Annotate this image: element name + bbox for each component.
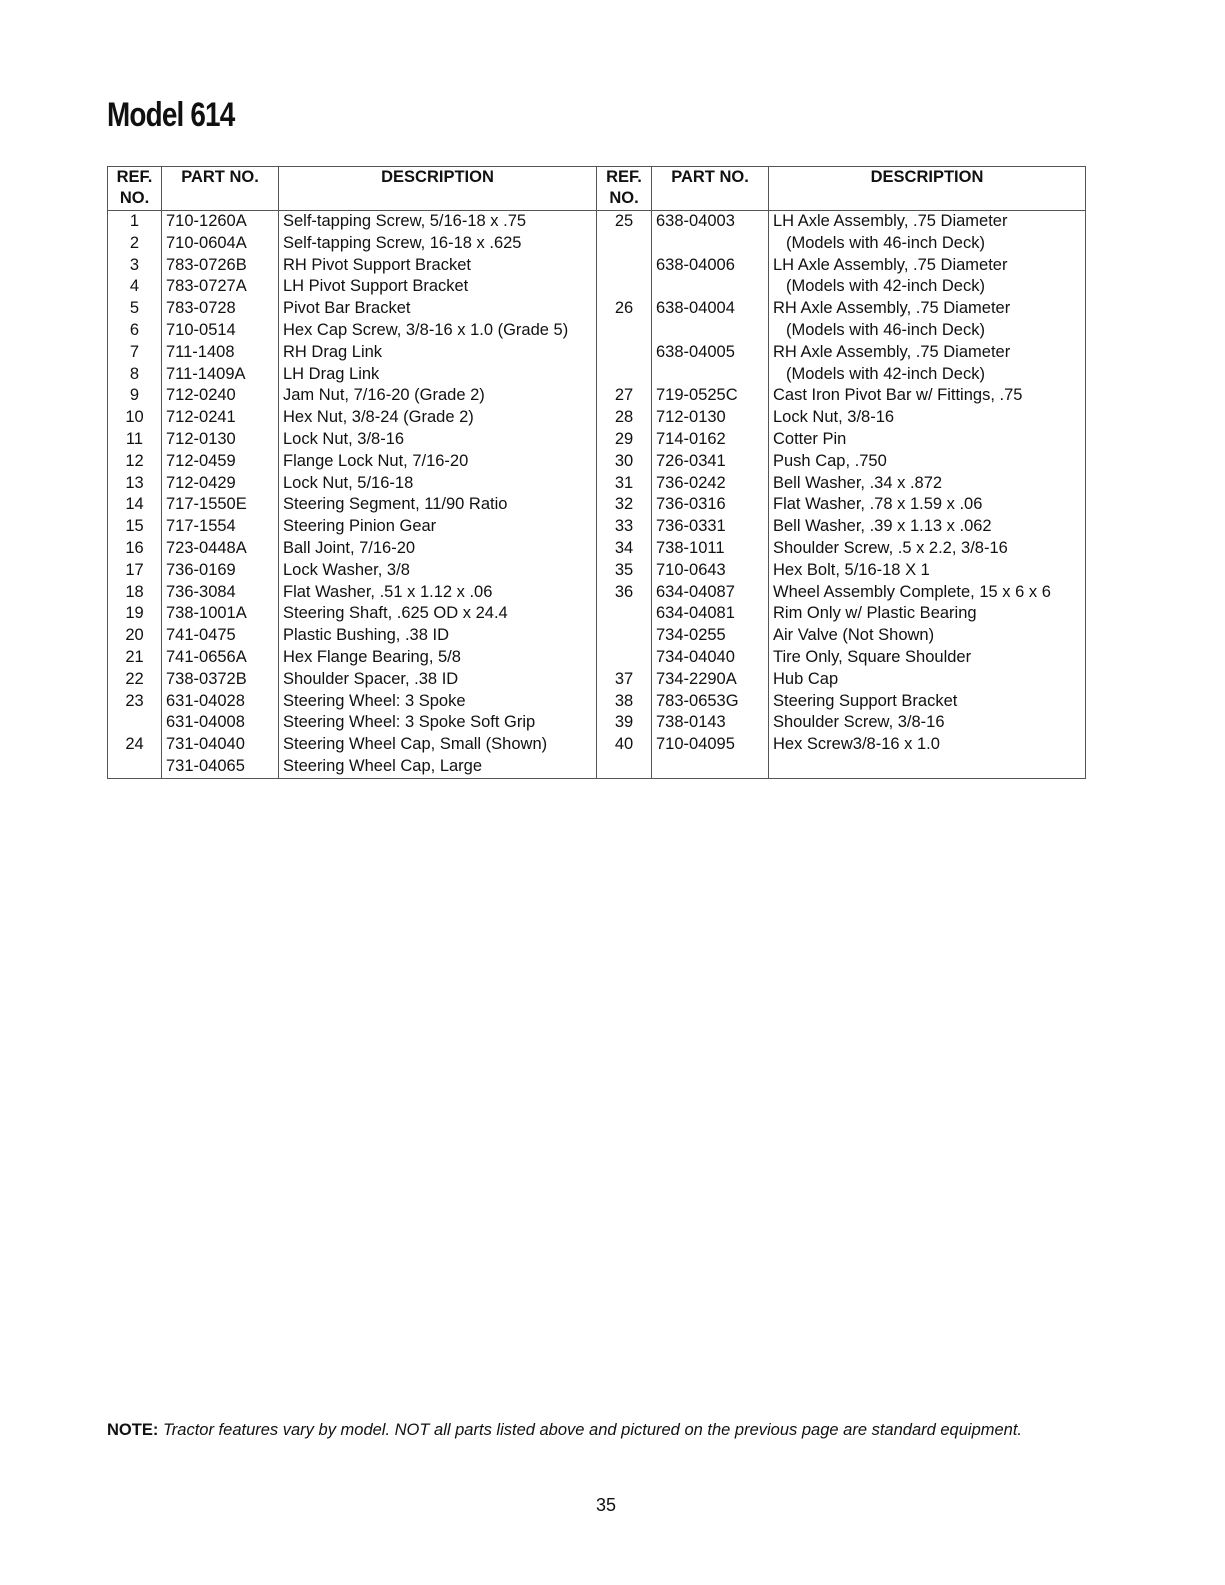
- description-cell: Lock Washer, 3/8: [279, 560, 597, 582]
- description-cell: Tire Only, Square Shoulder: [769, 647, 1086, 669]
- ref-no-cell: [108, 712, 162, 734]
- description-cell: Steering Pinion Gear: [279, 516, 597, 538]
- part-no-cell: 734-2290A: [652, 669, 769, 691]
- table-row: [108, 603, 1086, 625]
- part-no-cell: 783-0653G: [652, 691, 769, 713]
- description-cell: Bell Washer, .39 x 1.13 x .062: [769, 516, 1086, 538]
- ref-no-cell: 5: [108, 298, 162, 320]
- table-row: [108, 342, 1086, 364]
- table-row: [108, 734, 1086, 756]
- description-cell: RH Axle Assembly, .75 Diameter: [769, 298, 1086, 320]
- header-description: DESCRIPTION: [279, 167, 597, 211]
- ref-no-cell: 13: [108, 473, 162, 495]
- ref-no-cell: 8: [108, 364, 162, 386]
- part-no-cell: [652, 233, 769, 255]
- description-cell: Steering Segment, 11/90 Ratio: [279, 494, 597, 516]
- description-cell: Push Cap, .750: [769, 451, 1086, 473]
- ref-no-cell: 26: [597, 298, 652, 320]
- table-row: [108, 298, 1086, 320]
- ref-no-cell: 4: [108, 276, 162, 298]
- table-row: [108, 385, 1086, 407]
- part-no-cell: 783-0727A: [162, 276, 279, 298]
- description-cell: Rim Only w/ Plastic Bearing: [769, 603, 1086, 625]
- description-cell: Steering Shaft, .625 OD x 24.4: [279, 603, 597, 625]
- part-no-cell: 731-04040: [162, 734, 279, 756]
- description-cell: (Models with 46-inch Deck): [769, 320, 1086, 342]
- ref-no-cell: 19: [108, 603, 162, 625]
- part-no-cell: 736-0331: [652, 516, 769, 538]
- description-cell: Wheel Assembly Complete, 15 x 6 x 6: [769, 582, 1086, 604]
- description-cell: Shoulder Spacer, .38 ID: [279, 669, 597, 691]
- ref-no-cell: 7: [108, 342, 162, 364]
- part-no-cell: 738-1011: [652, 538, 769, 560]
- table-row: [108, 494, 1086, 516]
- part-no-cell: 638-04006: [652, 255, 769, 277]
- ref-no-cell: 33: [597, 516, 652, 538]
- table-row: [108, 516, 1086, 538]
- table-row: [108, 712, 1086, 734]
- ref-no-cell: 1: [108, 211, 162, 233]
- ref-no-cell: [597, 364, 652, 386]
- description-cell: Hex Screw3/8-16 x 1.0: [769, 734, 1086, 756]
- part-no-cell: 738-1001A: [162, 603, 279, 625]
- ref-no-cell: 28: [597, 407, 652, 429]
- part-no-cell: 712-0240: [162, 385, 279, 407]
- description-cell: (Models with 46-inch Deck): [769, 233, 1086, 255]
- description-cell: LH Axle Assembly, .75 Diameter: [769, 211, 1086, 233]
- header-part-no: PART NO.: [652, 167, 769, 211]
- description-cell: Cast Iron Pivot Bar w/ Fittings, .75: [769, 385, 1086, 407]
- table-row: [108, 320, 1086, 342]
- ref-no-cell: 23: [108, 691, 162, 713]
- table-row: [108, 691, 1086, 713]
- table-row: [108, 647, 1086, 669]
- description-cell: Lock Nut, 5/16-18: [279, 473, 597, 495]
- table-row: [108, 538, 1086, 560]
- table-row: [108, 407, 1086, 429]
- ref-no-cell: 14: [108, 494, 162, 516]
- description-cell: Hex Cap Screw, 3/8-16 x 1.0 (Grade 5): [279, 320, 597, 342]
- description-cell: Steering Wheel Cap, Large: [279, 756, 597, 778]
- description-cell: Shoulder Screw, .5 x 2.2, 3/8-16: [769, 538, 1086, 560]
- part-no-cell: 738-0143: [652, 712, 769, 734]
- table-row: [108, 756, 1086, 778]
- description-cell: Lock Nut, 3/8-16: [769, 407, 1086, 429]
- ref-no-cell: [597, 320, 652, 342]
- description-cell: Air Valve (Not Shown): [769, 625, 1086, 647]
- part-no-cell: 712-0130: [162, 429, 279, 451]
- part-no-cell: 631-04008: [162, 712, 279, 734]
- part-no-cell: 711-1408: [162, 342, 279, 364]
- part-no-cell: 736-0316: [652, 494, 769, 516]
- description-cell: Jam Nut, 7/16-20 (Grade 2): [279, 385, 597, 407]
- ref-no-cell: 36: [597, 582, 652, 604]
- table-header-row: [108, 167, 1086, 211]
- part-no-cell: 712-0130: [652, 407, 769, 429]
- page-title: Model 614: [107, 96, 235, 134]
- table-row: [108, 669, 1086, 691]
- ref-no-cell: [597, 342, 652, 364]
- ref-no-cell: 27: [597, 385, 652, 407]
- part-no-cell: [652, 320, 769, 342]
- part-no-cell: 712-0459: [162, 451, 279, 473]
- ref-no-cell: [597, 625, 652, 647]
- part-no-cell: 717-1550E: [162, 494, 279, 516]
- description-cell: Steering Wheel Cap, Small (Shown): [279, 734, 597, 756]
- table-row: [108, 364, 1086, 386]
- description-cell: Hex Bolt, 5/16-18 X 1: [769, 560, 1086, 582]
- part-no-cell: 634-04087: [652, 582, 769, 604]
- part-no-cell: 783-0728: [162, 298, 279, 320]
- description-cell: Self-tapping Screw, 16-18 x .625: [279, 233, 597, 255]
- parts-table-body: [108, 211, 1086, 779]
- ref-no-cell: 2: [108, 233, 162, 255]
- ref-no-cell: 35: [597, 560, 652, 582]
- part-no-cell: 738-0372B: [162, 669, 279, 691]
- description-cell: Bell Washer, .34 x .872: [769, 473, 1086, 495]
- description-cell: [769, 756, 1086, 778]
- part-no-cell: 734-04040: [652, 647, 769, 669]
- description-cell: (Models with 42-inch Deck): [769, 364, 1086, 386]
- ref-no-cell: 15: [108, 516, 162, 538]
- part-no-cell: [652, 756, 769, 778]
- ref-no-cell: 16: [108, 538, 162, 560]
- description-cell: Hub Cap: [769, 669, 1086, 691]
- footnote: [107, 1421, 1022, 1440]
- ref-no-cell: 6: [108, 320, 162, 342]
- description-cell: Flange Lock Nut, 7/16-20: [279, 451, 597, 473]
- ref-no-cell: 25: [597, 211, 652, 233]
- part-no-cell: 638-04003: [652, 211, 769, 233]
- ref-no-cell: 30: [597, 451, 652, 473]
- table-row: [108, 560, 1086, 582]
- table-row: [108, 625, 1086, 647]
- description-cell: Plastic Bushing, .38 ID: [279, 625, 597, 647]
- ref-no-cell: 34: [597, 538, 652, 560]
- part-no-cell: 712-0429: [162, 473, 279, 495]
- table-row: [108, 276, 1086, 298]
- description-cell: Hex Nut, 3/8-24 (Grade 2): [279, 407, 597, 429]
- ref-no-cell: 20: [108, 625, 162, 647]
- part-no-cell: 711-1409A: [162, 364, 279, 386]
- part-no-cell: 736-0169: [162, 560, 279, 582]
- ref-no-cell: 37: [597, 669, 652, 691]
- description-cell: RH Axle Assembly, .75 Diameter: [769, 342, 1086, 364]
- ref-no-cell: 31: [597, 473, 652, 495]
- description-cell: Flat Washer, .78 x 1.59 x .06: [769, 494, 1086, 516]
- ref-no-cell: [597, 233, 652, 255]
- header-ref-no: REF. NO.: [108, 167, 162, 211]
- ref-no-cell: [597, 255, 652, 277]
- part-no-cell: 736-0242: [652, 473, 769, 495]
- ref-no-cell: 22: [108, 669, 162, 691]
- part-no-cell: 734-0255: [652, 625, 769, 647]
- part-no-cell: 731-04065: [162, 756, 279, 778]
- header-description: DESCRIPTION: [769, 167, 1086, 211]
- ref-no-cell: 12: [108, 451, 162, 473]
- part-no-cell: 736-3084: [162, 582, 279, 604]
- ref-no-cell: 21: [108, 647, 162, 669]
- description-cell: Steering Support Bracket: [769, 691, 1086, 713]
- description-cell: (Models with 42-inch Deck): [769, 276, 1086, 298]
- ref-no-cell: [597, 647, 652, 669]
- description-cell: LH Drag Link: [279, 364, 597, 386]
- part-no-cell: 638-04004: [652, 298, 769, 320]
- ref-no-cell: 9: [108, 385, 162, 407]
- part-no-cell: 710-04095: [652, 734, 769, 756]
- description-cell: Flat Washer, .51 x 1.12 x .06: [279, 582, 597, 604]
- part-no-cell: 726-0341: [652, 451, 769, 473]
- part-no-cell: 723-0448A: [162, 538, 279, 560]
- header-ref-no: REF. NO.: [597, 167, 652, 211]
- description-cell: Shoulder Screw, 3/8-16: [769, 712, 1086, 734]
- ref-no-cell: 39: [597, 712, 652, 734]
- part-no-cell: 714-0162: [652, 429, 769, 451]
- description-cell: Hex Flange Bearing, 5/8: [279, 647, 597, 669]
- part-no-cell: [652, 276, 769, 298]
- part-no-cell: [652, 364, 769, 386]
- part-no-cell: 741-0656A: [162, 647, 279, 669]
- description-cell: Steering Wheel: 3 Spoke: [279, 691, 597, 713]
- table-row: [108, 451, 1086, 473]
- page-number: 35: [595, 1495, 617, 1515]
- part-no-cell: 710-1260A: [162, 211, 279, 233]
- ref-no-cell: 38: [597, 691, 652, 713]
- ref-no-cell: 29: [597, 429, 652, 451]
- part-no-cell: 712-0241: [162, 407, 279, 429]
- part-no-cell: 741-0475: [162, 625, 279, 647]
- ref-no-cell: [597, 276, 652, 298]
- part-no-cell: 717-1554: [162, 516, 279, 538]
- description-cell: Pivot Bar Bracket: [279, 298, 597, 320]
- description-cell: Ball Joint, 7/16-20: [279, 538, 597, 560]
- part-no-cell: 719-0525C: [652, 385, 769, 407]
- description-cell: LH Axle Assembly, .75 Diameter: [769, 255, 1086, 277]
- table-row: [108, 582, 1086, 604]
- ref-no-cell: 32: [597, 494, 652, 516]
- description-cell: Cotter Pin: [769, 429, 1086, 451]
- part-no-cell: 638-04005: [652, 342, 769, 364]
- ref-no-cell: 10: [108, 407, 162, 429]
- part-no-cell: 710-0643: [652, 560, 769, 582]
- table-row: [108, 211, 1086, 233]
- ref-no-cell: 11: [108, 429, 162, 451]
- table-row: [108, 255, 1086, 277]
- description-cell: LH Pivot Support Bracket: [279, 276, 597, 298]
- description-cell: Steering Wheel: 3 Spoke Soft Grip: [279, 712, 597, 734]
- table-row: [108, 233, 1086, 255]
- description-cell: Lock Nut, 3/8-16: [279, 429, 597, 451]
- description-cell: Self-tapping Screw, 5/16-18 x .75: [279, 211, 597, 233]
- part-no-cell: 783-0726B: [162, 255, 279, 277]
- ref-no-cell: 17: [108, 560, 162, 582]
- ref-no-cell: [597, 756, 652, 778]
- note-label: NOTE:: [107, 1421, 159, 1439]
- ref-no-cell: 3: [108, 255, 162, 277]
- note-text: Tractor features vary by model. NOT all parts listed above and pictured on the previous page are standard equipment.: [162, 1421, 1023, 1439]
- ref-no-cell: [108, 756, 162, 778]
- parts-table: [107, 166, 1086, 779]
- part-no-cell: 634-04081: [652, 603, 769, 625]
- table-row: [108, 429, 1086, 451]
- ref-no-cell: 24: [108, 734, 162, 756]
- description-cell: RH Pivot Support Bracket: [279, 255, 597, 277]
- ref-no-cell: 18: [108, 582, 162, 604]
- description-cell: RH Drag Link: [279, 342, 597, 364]
- ref-no-cell: 40: [597, 734, 652, 756]
- part-no-cell: 710-0604A: [162, 233, 279, 255]
- header-part-no: PART NO.: [162, 167, 279, 211]
- table-row: [108, 473, 1086, 495]
- part-no-cell: 710-0514: [162, 320, 279, 342]
- part-no-cell: 631-04028: [162, 691, 279, 713]
- ref-no-cell: [597, 603, 652, 625]
